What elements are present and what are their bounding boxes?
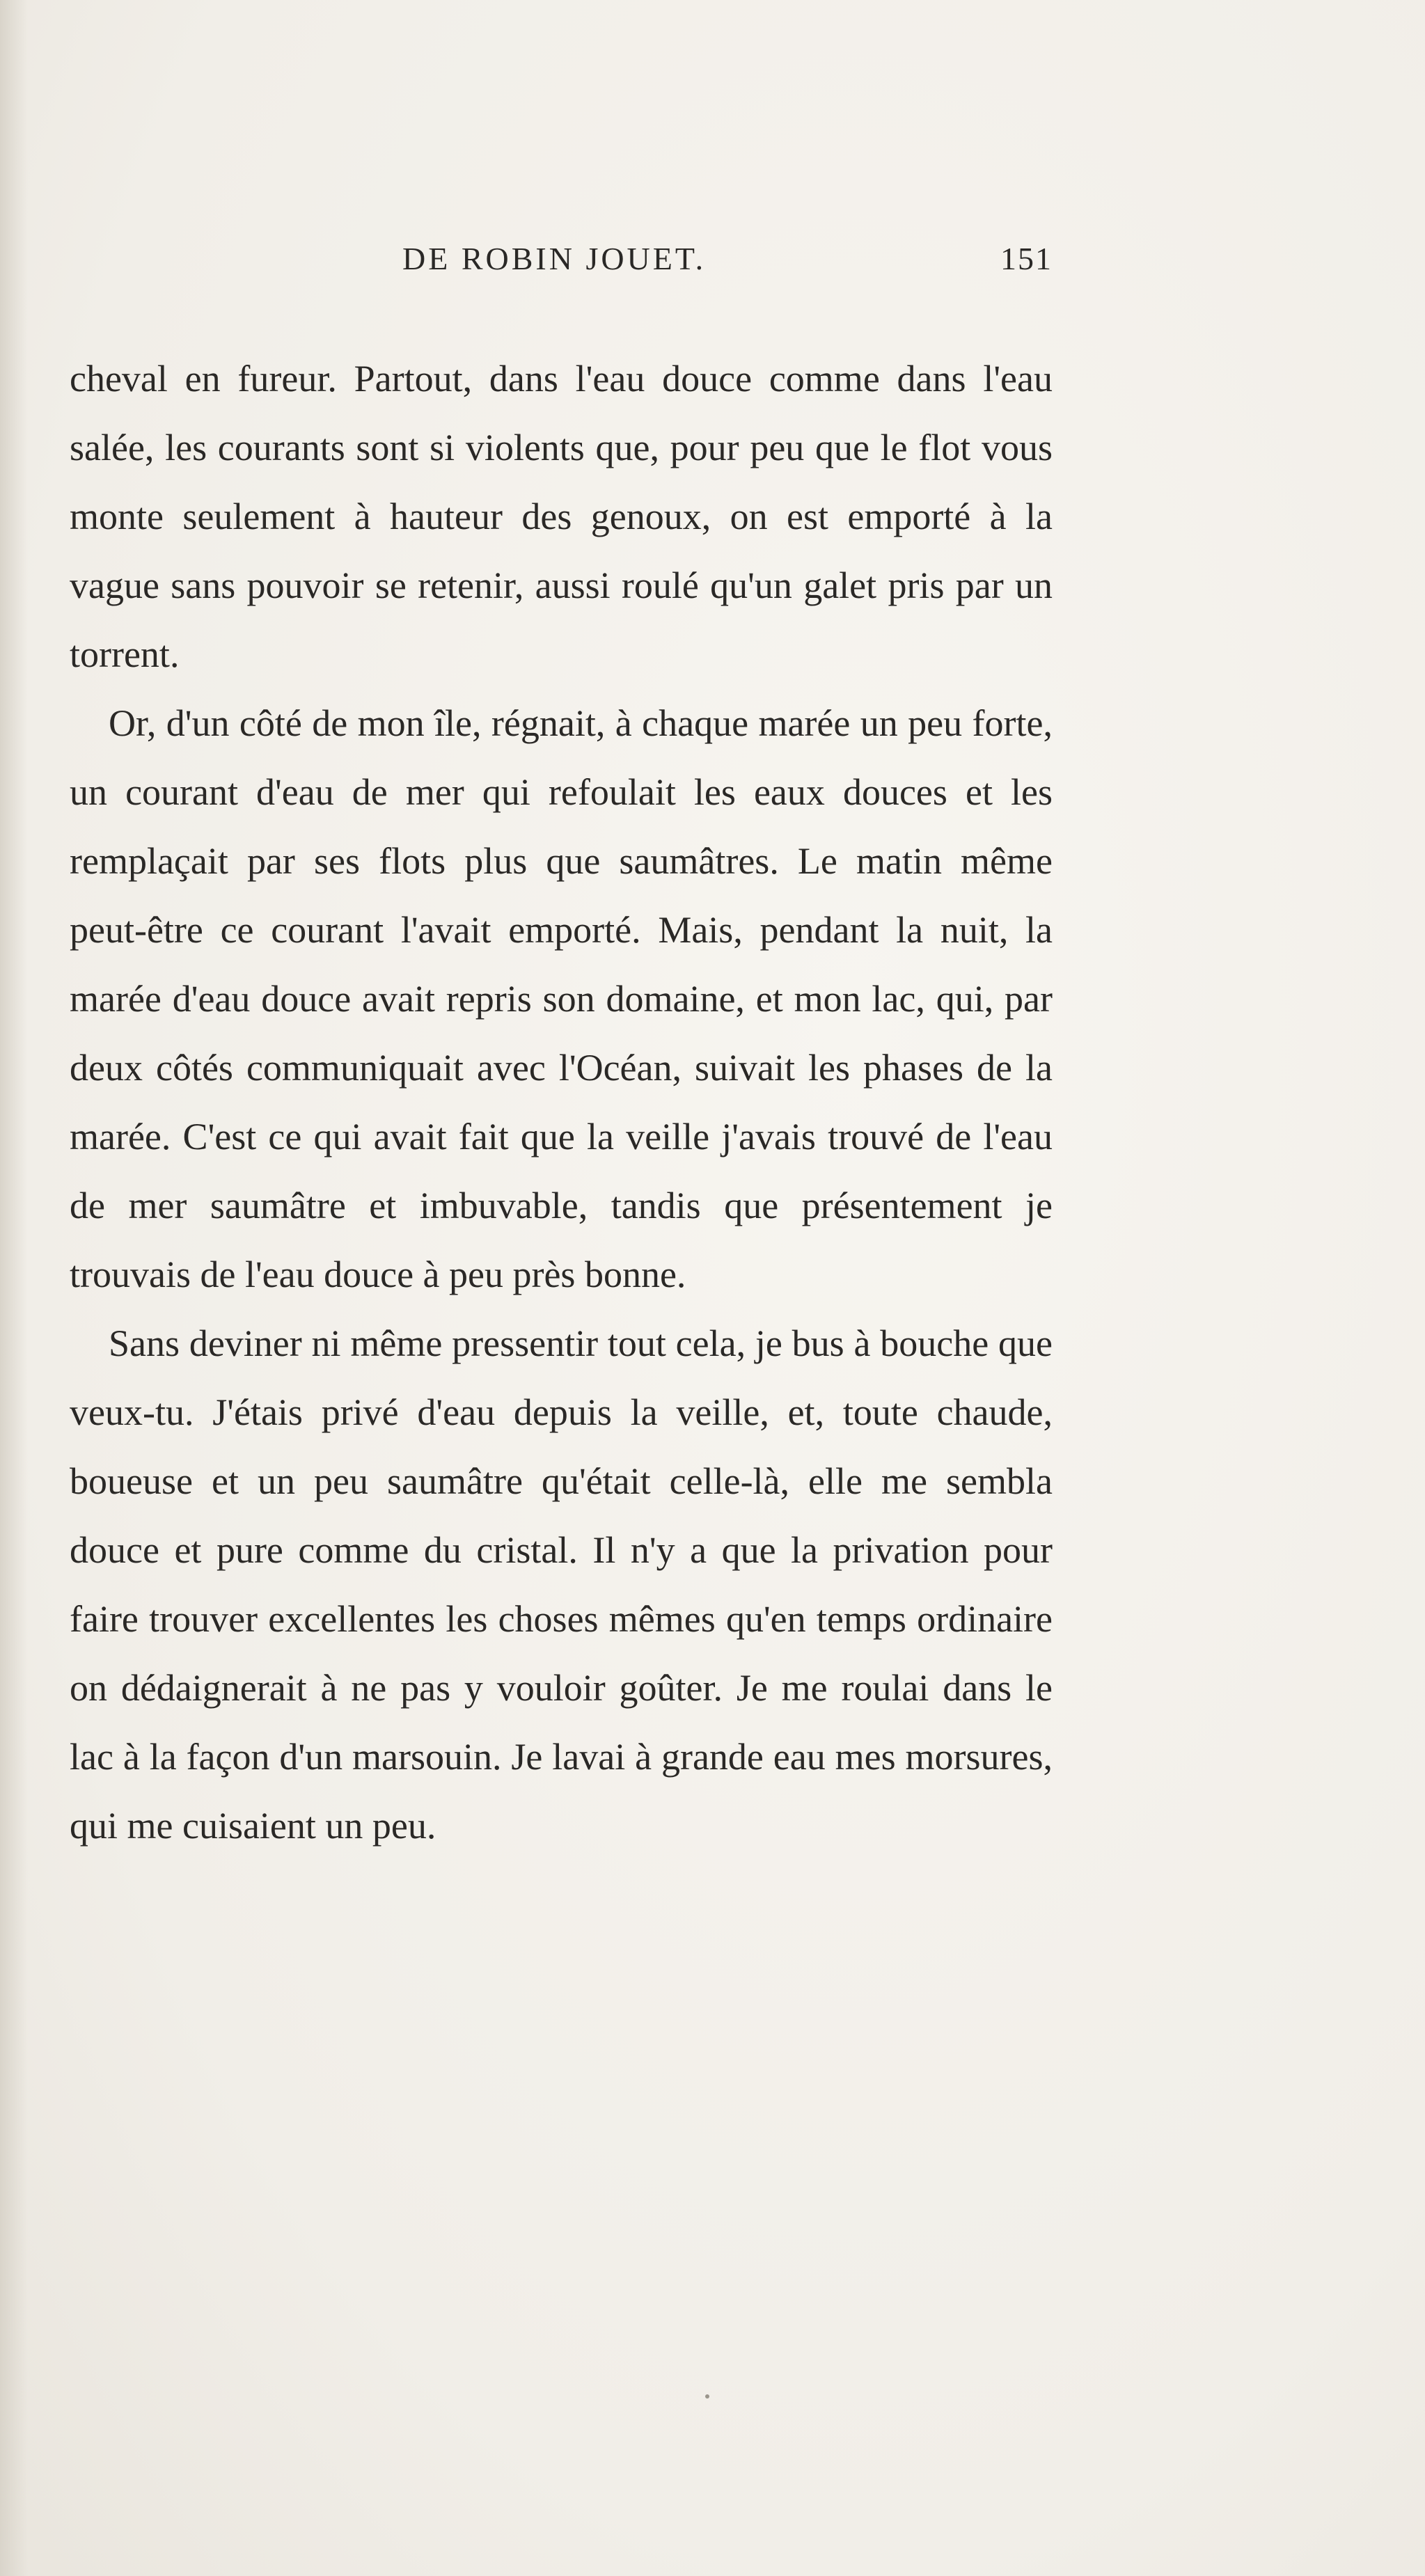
paragraph-3: Sans deviner ni même pressentir tout cela, je bus à bouche que veux-tu. J'étais privé d'eau depuis la veille, et, toute chaude, boueuse et un peu saumâtre qu'était celle-là, elle me sembla douce et pure comme du cristal. Il n'y a que la privation pour faire trouver excellentes les choses mêmes qu'en temps ordinaire on dédaignerait à ne pas y vouloir goûter. Je me roulai dans le lac à la façon d'un marsouin. Je lavai à grande eau mes morsures, qui me cuisaient un peu. — [70, 1322, 1053, 1847]
page-number: 151 — [1000, 241, 1053, 276]
running-title: DE ROBIN JOUET. — [402, 241, 707, 276]
paper-speck — [705, 2394, 709, 2399]
paragraph-2: Or, d'un côté de mon île, régnait, à chaque marée un peu forte, un courant d'eau de mer qui refoulait les eaux douces et les remplaçait par ses flots plus que saumâtres. Le matin même peut-être ce courant l'avait emporté. Mais, pendant la nuit, la marée d'eau douce avait repris son domaine, et mon lac, qui, par deux côtés communiquait avec l'Océan, suivait les phases de la marée. C'est ce qui avait fait que la veille j'avais trouvé de l'eau de mer saumâtre et imbuvable, tandis que présentement je trouvais de l'eau douce à peu près bonne. — [70, 702, 1053, 1295]
body-text — [70, 345, 1053, 1860]
gutter-shadow — [0, 0, 28, 2576]
paragraph-1: cheval en fureur. Partout, dans l'eau douce comme dans l'eau salée, les courants sont si violents que, pour peu que le flot vous monte seulement à hauteur des genoux, on est emporté à la vague sans pouvoir se retenir, aussi roulé qu'un galet pris par un torrent. — [70, 358, 1053, 675]
running-head — [70, 240, 1053, 282]
